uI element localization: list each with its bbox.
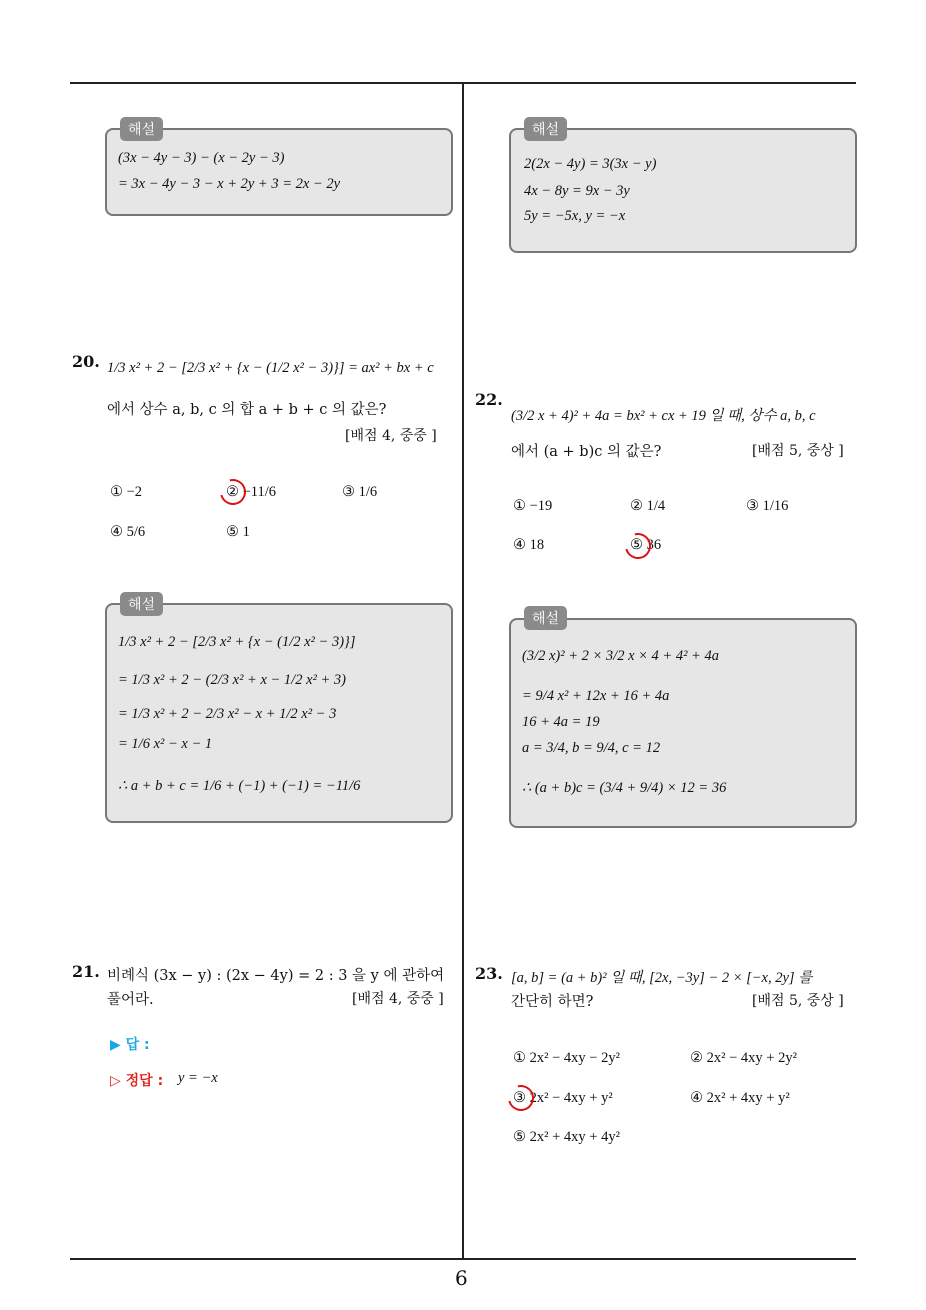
bottom-rule: [70, 1258, 856, 1260]
solution-line: ∴ (a + b)c = (3/4 + 9/4) × 12 = 36: [522, 780, 727, 796]
solution-line: = 1/3 x² + 2 − 2/3 x² − x + 1/2 x² − 3: [118, 706, 337, 722]
solution-tag: 해설: [524, 606, 567, 630]
selected-answer-mark: [620, 528, 656, 564]
answer-option-1[interactable]: ① −19: [513, 498, 553, 514]
question-points: [배점 5, 중상 ]: [752, 993, 844, 1009]
solution-line: 16 + 4a = 19: [522, 714, 600, 730]
question-number: 20.: [72, 352, 100, 371]
answer-option-4[interactable]: ④ 18: [513, 537, 545, 553]
answer-option-2[interactable]: ② 2x² − 4xy + 2y²: [690, 1050, 797, 1066]
solution-line: = 1/3 x² + 2 − (2/3 x² + x − 1/2 x² + 3): [118, 672, 346, 688]
solution-tag: 해설: [120, 117, 163, 141]
solution-tag: 해설: [120, 592, 163, 616]
answer-option-2[interactable]: ② −11/6: [226, 484, 277, 500]
solution-line: = 9/4 x² + 12x + 16 + 4a: [522, 688, 670, 704]
question-number: 23.: [475, 964, 503, 983]
solution-line: 2(2x − 4y) = 3(3x − y): [524, 156, 657, 172]
solution-line: 1/3 x² + 2 − [2/3 x² + {x − (1/2 x² − 3)}]: [118, 634, 356, 650]
solution-box-19: [105, 128, 453, 216]
answer-option-4[interactable]: ④ 5/6: [110, 524, 146, 540]
question-text: 비례식 (3x − y) : (2x − 4y) = 2 : 3 을 y 에 관하여: [107, 968, 445, 984]
solution-tag: 해설: [524, 117, 567, 141]
selected-answer-mark: [215, 474, 251, 510]
solution-line: = 3x − 4y − 3 − x + 2y + 3 = 2x − 2y: [118, 176, 341, 192]
question-text: [a, b] = (a + b)² 일 때, [2x, −3y] − 2 × [−x, 2y] 를: [511, 970, 813, 986]
solution-line: 5y = −5x, y = −x: [524, 208, 626, 224]
solution-line: (3x − 4y − 3) − (x − 2y − 3): [118, 150, 285, 166]
question-text: 간단히 하면?: [511, 994, 594, 1010]
answer-option-3[interactable]: ③ 1/6: [342, 484, 378, 500]
solution-line: (3/2 x)² + 2 × 3/2 x × 4 + 4² + 4a: [522, 648, 719, 664]
question-points: [배점 4, 중중 ]: [345, 428, 437, 444]
question-text: 에서 상수 a, b, c 의 합 a + b + c 의 값은?: [107, 402, 387, 418]
answer-option-5[interactable]: ⑤ 2x² + 4xy + 4y²: [513, 1129, 620, 1145]
solution-line: a = 3/4, b = 9/4, c = 12: [522, 740, 661, 756]
question-number: 22.: [475, 390, 503, 409]
column-divider: [462, 84, 464, 1258]
question-number: 21.: [72, 962, 100, 981]
solution-line: 4x − 8y = 9x − 3y: [524, 183, 630, 199]
question-text: 에서 (a + b)c 의 값은?: [511, 444, 662, 460]
answer-option-1[interactable]: ① 2x² − 4xy − 2y²: [513, 1050, 620, 1066]
correct-answer-label: ▷ 정답 :: [110, 1073, 164, 1089]
question-expression: 1/3 x² + 2 − [2/3 x² + {x − (1/2 x² − 3)}] = ax² + bx + c: [107, 360, 434, 376]
question-points: [배점 4, 중중 ]: [352, 991, 444, 1007]
answer-option-1[interactable]: ① −2: [110, 484, 143, 500]
solution-line: = 1/6 x² − x − 1: [118, 736, 213, 752]
question-text: 풀어라.: [107, 992, 154, 1008]
answer-option-4[interactable]: ④ 2x² + 4xy + y²: [690, 1090, 790, 1106]
answer-option-3[interactable]: ③ 2x² − 4xy + y²: [513, 1090, 613, 1106]
answer-option-5[interactable]: ⑤ 36: [630, 537, 662, 553]
selected-answer-mark: [503, 1080, 539, 1116]
answer-input-label[interactable]: ▶ 답 :: [110, 1037, 150, 1053]
question-points: [배점 5, 중상 ]: [752, 443, 844, 459]
answer-option-5[interactable]: ⑤ 1: [226, 524, 250, 540]
answer-option-3[interactable]: ③ 1/16: [746, 498, 789, 514]
question-expression: (3/2 x + 4)² + 4a = bx² + cx + 19 일 때, 상수 a, b, c: [511, 408, 816, 424]
correct-answer-value: y = −x: [178, 1070, 218, 1086]
answer-option-2[interactable]: ② 1/4: [630, 498, 666, 514]
solution-line: ∴ a + b + c = 1/6 + (−1) + (−1) = −11/6: [118, 778, 361, 794]
page-number: 6: [455, 1266, 468, 1290]
